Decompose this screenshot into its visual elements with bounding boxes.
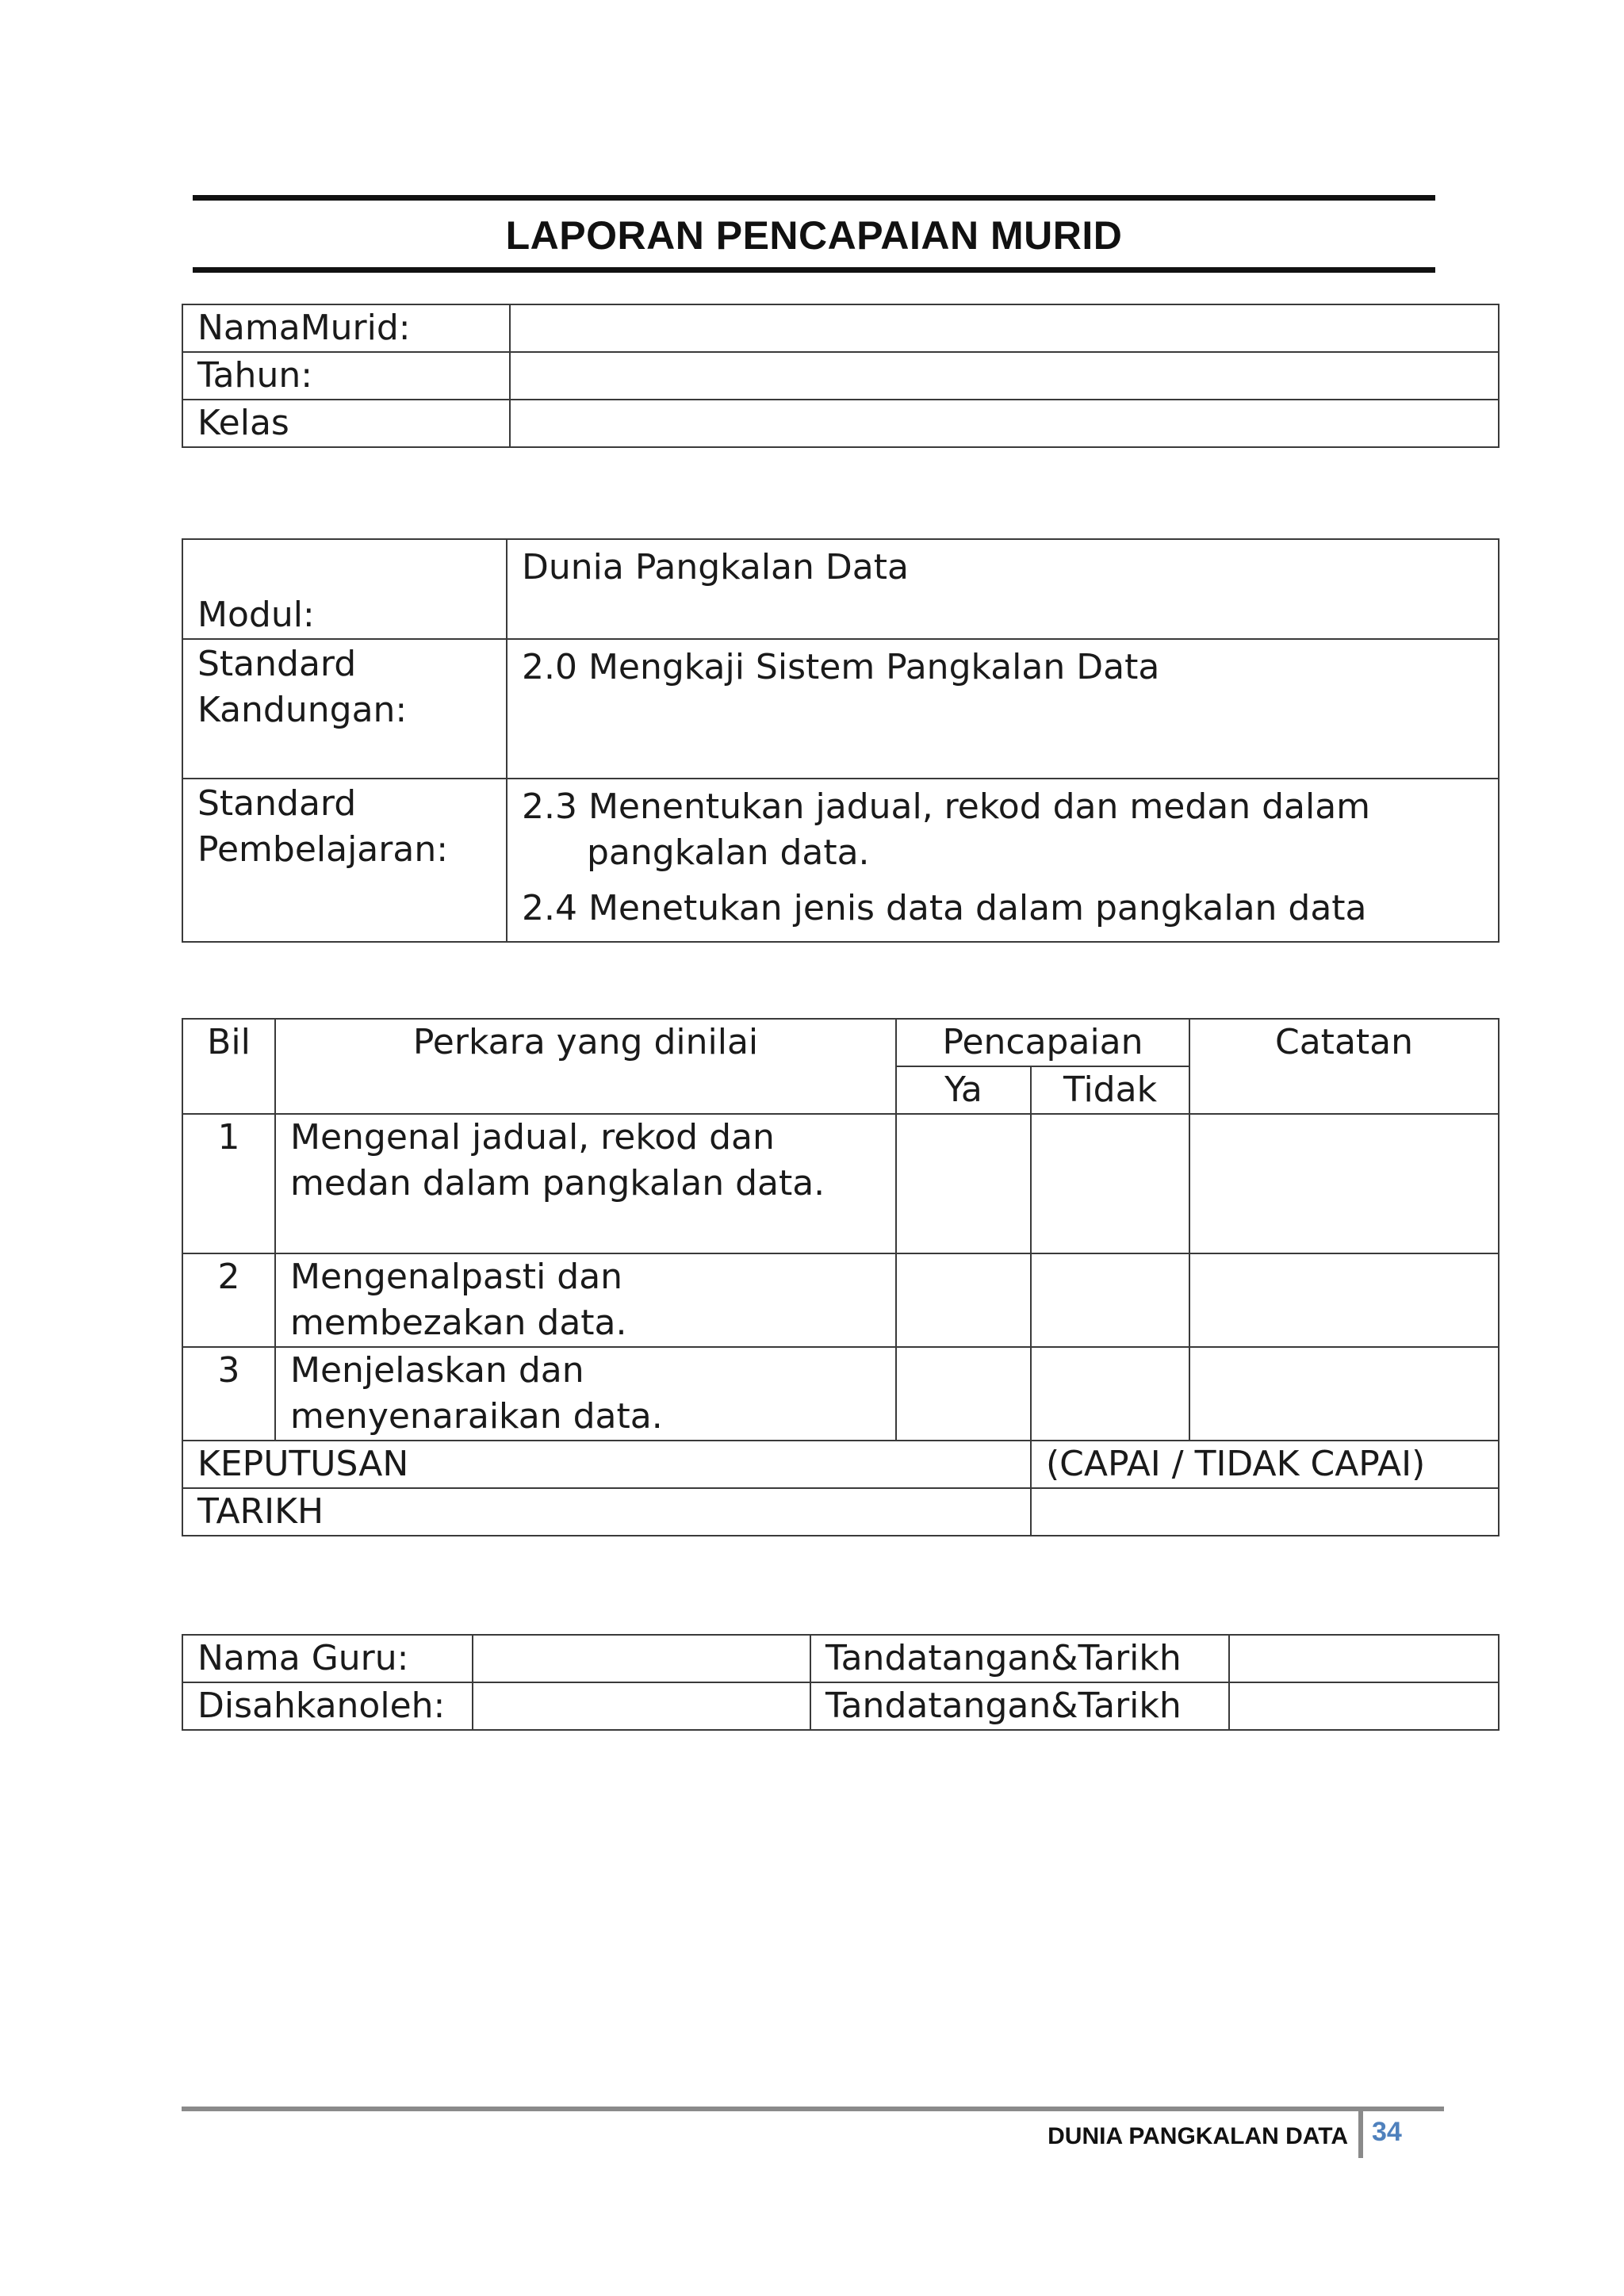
row-bil: 2 [182,1253,275,1347]
standards-table [182,538,1500,943]
kandungan-row [182,639,1499,779]
header-pencapaian: Pencapaian [896,1019,1189,1066]
kandungan-value: 2.0 Mengkaji Sistem Pangkalan Data [507,639,1499,779]
signature-row [182,1682,1499,1730]
verified-by-field[interactable] [473,1682,810,1730]
kandungan-label [182,639,507,779]
header-tidak: Tidak [1031,1066,1189,1114]
kandungan-label-line: Kandungan: [197,690,408,730]
footer-separator [1358,2110,1363,2158]
pembelajaran-row [182,779,1499,942]
verified-sign-label: Tandatangan&Tarikh [810,1682,1229,1730]
assessment-table [182,1018,1500,1536]
verified-sign-field[interactable] [1229,1682,1499,1730]
table-row [182,1347,1499,1441]
row-perkara: Menjelaskan dan menyenaraikan data. [275,1347,896,1441]
tarikh-row [182,1488,1499,1536]
modul-label: Modul: [182,539,507,639]
teacher-sign-label: Tandatangan&Tarikh [810,1635,1229,1682]
table-row [182,1253,1499,1347]
teacher-sign-field[interactable] [1229,1635,1499,1682]
row-bil: 3 [182,1347,275,1441]
student-class-label: Kelas [182,400,510,447]
row-ya-cell[interactable] [896,1114,1031,1253]
tarikh-label: TARIKH [182,1488,1031,1536]
assessment-header-row [182,1019,1499,1066]
row-catatan-cell[interactable] [1189,1253,1499,1347]
table-row [182,1114,1499,1253]
pembelajaran-label-line: Pembelajaran: [197,829,449,870]
student-info-table [182,304,1500,448]
page-title: LAPORAN PENCAPAIAN MURID [505,213,1123,258]
student-name-label: NamaMurid: [182,304,510,352]
row-tidak-cell[interactable] [1031,1347,1189,1441]
row-tidak-cell[interactable] [1031,1114,1189,1253]
signature-table [182,1634,1500,1731]
pembelajaran-label-line: Standard [197,783,357,824]
signature-row [182,1635,1499,1682]
title-rule-bottom [193,267,1435,273]
keputusan-value[interactable]: (CAPAI / TIDAK CAPAI) [1031,1441,1499,1488]
row-perkara: Mengenal jadual, rekod dan medan dalam pangkalan data. [275,1114,896,1253]
modul-row [182,539,1499,639]
teacher-name-field[interactable] [473,1635,810,1682]
pembelajaran-item: 2.4 Menetukan jenis data dalam pangkalan data [522,888,1367,928]
row-tidak-cell[interactable] [1031,1253,1189,1347]
modul-value: Dunia Pangkalan Data [507,539,1499,639]
row-bil: 1 [182,1114,275,1253]
student-year-label: Tahun: [182,352,510,400]
tarikh-field[interactable] [1031,1488,1499,1536]
header-catatan: Catatan [1189,1019,1499,1114]
keputusan-row [182,1441,1499,1488]
pembelajaran-item: 2.3 Menentukan jadual, rekod dan medan dalam pangkalan data. [522,786,1371,873]
row-catatan-cell[interactable] [1189,1114,1499,1253]
student-class-field[interactable] [510,400,1499,447]
pembelajaran-label [182,779,507,942]
verified-by-label: Disahkanoleh: [182,1682,473,1730]
footer-rule [182,2107,1444,2111]
student-info-row [182,352,1499,400]
student-info-row [182,400,1499,447]
pembelajaran-items [507,779,1499,942]
header-bil: Bil [182,1019,275,1114]
header-perkara: Perkara yang dinilai [275,1019,896,1114]
footer-label: DUNIA PANGKALAN DATA [1048,2123,1348,2149]
row-ya-cell[interactable] [896,1253,1031,1347]
row-catatan-cell[interactable] [1189,1347,1499,1441]
row-perkara: Mengenalpasti dan membezakan data. [275,1253,896,1347]
keputusan-label: KEPUTUSAN [182,1441,1031,1488]
page-number: 34 [1372,2117,1402,2147]
teacher-name-label: Nama Guru: [182,1635,473,1682]
title-rule-top [193,195,1435,201]
student-info-row [182,304,1499,352]
student-year-field[interactable] [510,352,1499,400]
kandungan-label-line: Standard [197,644,357,684]
student-name-field[interactable] [510,304,1499,352]
header-ya: Ya [896,1066,1031,1114]
row-ya-cell[interactable] [896,1347,1031,1441]
